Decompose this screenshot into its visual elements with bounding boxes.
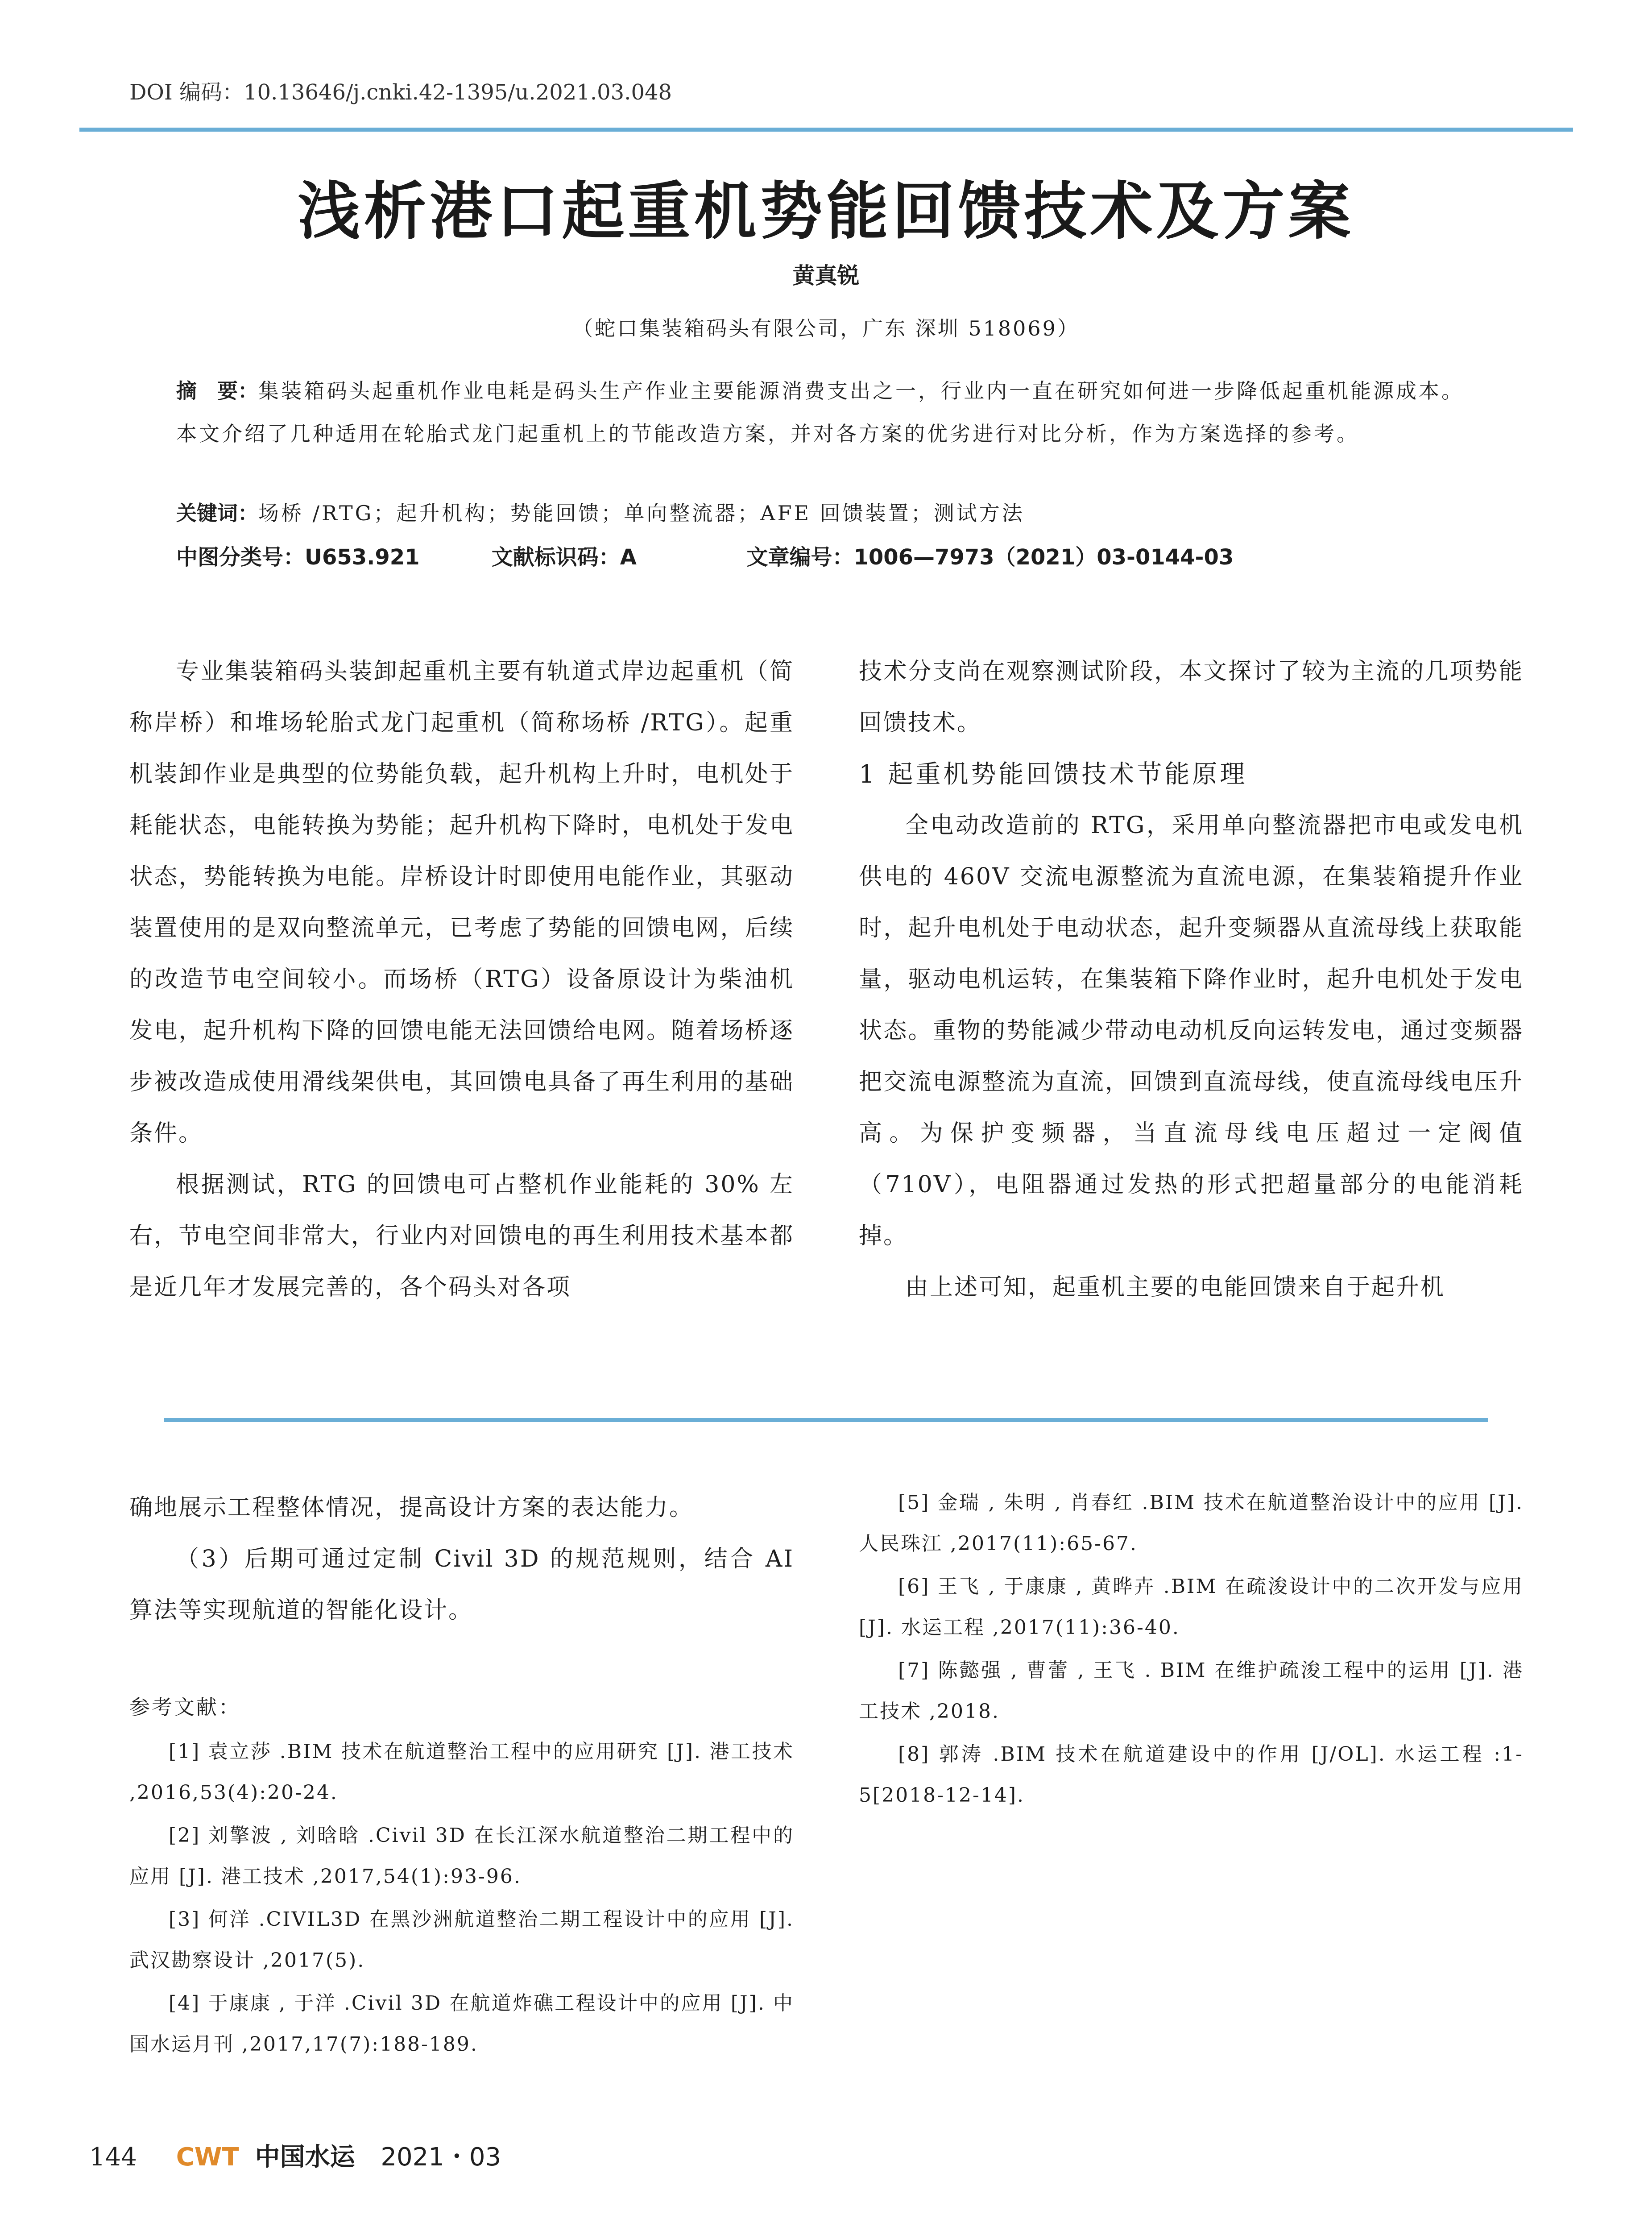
paragraph: 确地展示工程整体情况，提高设计方案的表达能力。 <box>129 1494 694 1521</box>
reference-item: [4] 于康康 , 于洋 .Civil 3D 在航道炸礁工程设计中的应用 [J]. 中国水运月刊 ,2017,17(7):188-189. <box>129 1992 794 2056</box>
page-number: 144 <box>89 2143 137 2172</box>
body-right-column <box>859 646 1524 1313</box>
brand-logo: CWT <box>176 2143 239 2172</box>
references-right <box>859 1482 1524 1818</box>
reference-item: [7] 陈懿强 , 曹蕾 , 王飞 . BIM 在维护疏浚工程中的运用 [J]. 港工技术 ,2018. <box>859 1659 1524 1723</box>
classification-line <box>176 540 1234 571</box>
doi-line: DOI 编码：10.13646/j.cnki.42-1395/u.2021.03.048 <box>129 80 672 105</box>
reference-item: [5] 金瑞 , 朱明 , 肖春红 .BIM 技术在航道整治设计中的应用 [J]. 人民珠江 ,2017(11):65-67. <box>859 1491 1524 1555</box>
section-heading: 1 起重机势能回馈技术节能原理 <box>859 760 1248 789</box>
references-left <box>129 1731 794 2067</box>
magazine-name: 中国水运 <box>255 2143 355 2172</box>
keywords <box>176 497 1483 527</box>
affiliation: （蛇口集装箱码头有限公司，广东 深圳 518069） <box>572 316 1080 340</box>
issue-number: 2021・03 <box>381 2143 501 2172</box>
paragraph: 由上述可知，起重机主要的电能回馈来自于起升机 <box>905 1274 1445 1301</box>
references-heading: 参考文献： <box>129 1695 241 1719</box>
abstract-label: 摘 要： <box>176 379 258 403</box>
page-footer <box>89 2137 501 2173</box>
article-title: 浅析港口起重机势能回馈技术及方案 <box>298 175 1354 248</box>
reference-item: [8] 郭涛 .BIM 技术在航道建设中的作用 [J/OL]. 水运工程 :1-5[2018-12-14]. <box>859 1743 1524 1807</box>
reference-item: [1] 袁立莎 .BIM 技术在航道整治工程中的应用研究 [J]. 港工技术 ,2016,53(4):20-24. <box>129 1740 794 1804</box>
paragraph: 专业集装箱码头装卸起重机主要有轨道式岸边起重机（简称岸桥）和堆场轮胎式龙门起重机（简称场桥 /RTG）。起重机装卸作业是典型的位势能负载，起升机构上升时，电机处于耗能状态，电能转换为势能；起升机构下降时，电机处于发电状态，势能转换为电能。岸桥设计时即使用电能作业，其驱动装置使用的是双向整流单元，已考虑了势能的回馈电网，后续的改造节电空间较小。而场桥（RTG）设备原设计为柴油机发电，起升机构下降的回馈电能无法回馈给电网。随着场桥逐步被改造成使用滑线架供电，其回馈电具备了再生利用的基础条件。 <box>129 658 794 1147</box>
keywords-label: 关键词： <box>176 501 258 525</box>
body-left-column <box>129 646 794 1313</box>
author: 黄真锐 <box>792 263 860 289</box>
top-divider <box>79 128 1573 132</box>
keywords-text: 场桥 /RTG；起升机构；势能回馈；单向整流器；AFE 回馈装置；测试方法 <box>258 501 1025 525</box>
document-code: 文献标识码：A <box>491 545 637 570</box>
article-divider <box>164 1418 1488 1422</box>
abstract <box>176 369 1483 455</box>
article-number: 文章编号：1006—7973（2021）03-0144-03 <box>746 545 1234 570</box>
previous-article-text <box>129 1482 794 1636</box>
reference-item: [6] 王飞 , 于康康 , 黄晔卉 .BIM 在疏浚设计中的二次开发与应用 [J]. 水运工程 ,2017(11):36-40. <box>859 1575 1524 1639</box>
clc-number: 中图分类号：U653.921 <box>176 545 420 570</box>
paragraph: 根据测试，RTG 的回馈电可占整机作业能耗的 30% 左右，节电空间非常大，行业内对回馈电的再生利用技术基本都是近几年才发展完善的，各个码头对各项 <box>129 1171 794 1301</box>
paragraph: （3）后期可通过定制 Civil 3D 的规范规则，结合 AI 算法等实现航道的智能化设计。 <box>129 1546 794 1624</box>
paragraph: 全电动改造前的 RTG，采用单向整流器把市电或发电机供电的 460V 交流电源整流为直流电源，在集装箱提升作业时，起升电机处于电动状态，起升变频器从直流母线上获取能量，驱动电机运转，在集装箱下降作业时，起升电机处于发电状态。重物的势能减少带动电动机反向运转发电，通过变频器把交流电源整流为直流，回馈到直流母线，使直流母线电压升高。为保护变频器，当直流母线电压超过一定阀值（710V），电阻器通过发热的形式把超量部分的电能消耗掉。 <box>859 812 1524 1249</box>
reference-item: [3] 何洋 .CIVIL3D 在黑沙洲航道整治二期工程设计中的应用 [J]. 武汉勘察设计 ,2017(5). <box>129 1908 794 1972</box>
reference-item: [2] 刘擎波 , 刘晗晗 .Civil 3D 在长江深水航道整治二期工程中的应用 [J]. 港工技术 ,2017,54(1):93-96. <box>129 1824 794 1888</box>
paragraph: 技术分支尚在观察测试阶段，本文探讨了较为主流的几项势能回馈技术。 <box>859 658 1524 736</box>
abstract-text: 集装箱码头起重机作业电耗是码头生产作业主要能源消费支出之一，行业内一直在研究如何进一步降低起重机能源成本。本文介绍了几种适用在轮胎式龙门起重机上的节能改造方案，并对各方案的优劣进行对比分析，作为方案选择的参考。 <box>176 379 1464 446</box>
